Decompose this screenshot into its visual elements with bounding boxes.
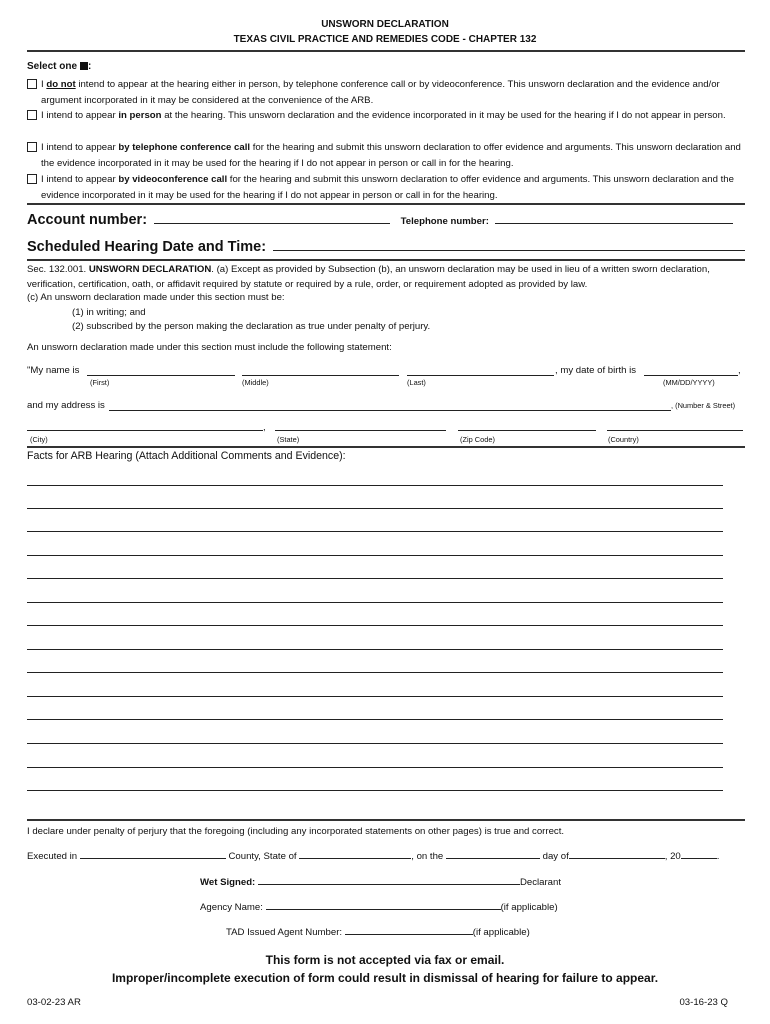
account-number-field[interactable] [154, 223, 390, 224]
facts-line[interactable] [27, 602, 723, 603]
facts-line[interactable] [27, 625, 723, 626]
notice-fax: This form is not accepted via fax or email. [265, 953, 505, 967]
zip-caption: (Zip Code) [460, 435, 495, 444]
my-name-label: "My name is [27, 365, 80, 376]
country-field[interactable] [607, 430, 743, 431]
filled-square-icon [80, 62, 88, 70]
wet-signed-row [200, 875, 620, 890]
hearing-row [27, 239, 745, 261]
form-subtitle: TEXAS CIVIL PRACTICE AND REMEDIES CODE - CHAPTER 132 [233, 34, 537, 45]
declarant-label: Declarant [519, 877, 561, 888]
option-in-person: I intend to appear in person at the hearing. This unsworn declaration and the evidence incorporated in it may be used for the hearing if I do not appear in person. [27, 108, 745, 140]
executed-row: Executed in County, State of , on the day of , 20 . [27, 851, 720, 862]
executed-county-field[interactable] [80, 858, 226, 859]
city-caption: (City) [30, 435, 48, 444]
zip-field[interactable] [458, 430, 596, 431]
statute-c2: (2) subscribed by the person making the declaration as true under penalty of perjury. [72, 321, 431, 332]
wet-signed-label: Wet Signed: [200, 877, 256, 888]
account-number-label: Account number: [27, 212, 148, 228]
divider [27, 819, 745, 821]
checkbox-not-appear[interactable] [27, 79, 37, 89]
facts-line[interactable] [27, 555, 723, 556]
facts-line[interactable] [27, 578, 723, 579]
tad-agent-field[interactable] [345, 934, 473, 935]
first-caption: (First) [90, 378, 110, 387]
footer-right-code: 03-16-23 Q [679, 997, 728, 1008]
agency-name-field[interactable] [266, 909, 501, 910]
agency-row: Agency Name: (if applicable) [200, 902, 558, 913]
facts-line[interactable] [27, 485, 723, 486]
declaration-statement: I declare under penalty of perjury that the foregoing (including any incorporated statements on other pages) is true and correct. [27, 826, 565, 837]
facts-line[interactable] [27, 508, 723, 509]
telephone-field[interactable] [495, 223, 733, 224]
statute-must-include: An unsworn declaration made under this section must include the following statement: [27, 342, 392, 353]
checkbox-in-person[interactable] [27, 110, 37, 120]
footer-left-code: 03-02-23 AR [27, 997, 81, 1008]
state-field[interactable] [275, 430, 446, 431]
statute-c1: (1) in writing; and [72, 307, 146, 318]
telephone-label: Telephone number: [400, 216, 489, 227]
hearing-date-field[interactable] [273, 250, 745, 251]
checkbox-telephone[interactable] [27, 142, 37, 152]
facts-line[interactable] [27, 672, 723, 673]
facts-line[interactable] [27, 743, 723, 744]
facts-line[interactable] [27, 696, 723, 697]
divider [27, 50, 745, 52]
facts-label: Facts for ARB Hearing (Attach Additional Comments and Evidence): [27, 450, 346, 462]
form-title: UNSWORN DECLARATION [321, 19, 449, 30]
checkbox-videoconference[interactable] [27, 174, 37, 184]
facts-line[interactable] [27, 531, 723, 532]
option-telephone: I intend to appear by telephone conference call for the hearing and submit this unsworn declaration to offer evidence and arguments. This unsworn declaration and the evidence incorporated in it may be used for the hearing if I do not appear in person or call in for the hearing. [27, 140, 745, 172]
signature-field[interactable] [258, 884, 520, 885]
facts-line[interactable] [27, 649, 723, 650]
city-field[interactable] [27, 430, 263, 431]
street-field[interactable] [109, 410, 671, 411]
last-caption: (Last) [407, 378, 426, 387]
middle-name-field[interactable] [242, 375, 399, 376]
select-one-label: Select one : [27, 61, 92, 72]
facts-line[interactable] [27, 767, 723, 768]
last-name-field[interactable] [407, 375, 554, 376]
middle-caption: (Middle) [242, 378, 269, 387]
divider [27, 259, 745, 261]
first-name-field[interactable] [87, 375, 235, 376]
executed-state-field[interactable] [299, 858, 411, 859]
facts-line[interactable] [27, 790, 723, 791]
executed-month-field[interactable] [569, 858, 665, 859]
tad-agent-row: TAD Issued Agent Number: (if applicable) [226, 927, 530, 938]
state-caption: (State) [277, 435, 300, 444]
option-videoconference: I intend to appear by videoconference call for the hearing and submit this unsworn declaration to offer evidence and arguments. This unsworn declaration and the evidence incorporated in it may be used for the hearing if I do not appear in person or call in for the hearing. [27, 172, 745, 204]
dob-label: , my date of birth is [555, 365, 637, 376]
option-not-appear: I do not intend to appear at the hearing either in person, by telephone conference call or by videoconference. This unsworn declaration and the evidence and/or argument incorporated in it may be considered at the convenience of the ARB. [27, 77, 745, 109]
notice-dismissal: Improper/incomplete execution of form could result in dismissal of hearing for failure to appear. [111, 971, 659, 985]
agency-name-label: Agency Name: [200, 902, 263, 913]
dob-field[interactable] [644, 375, 738, 376]
executed-day-field[interactable] [446, 858, 540, 859]
date-format-caption: (MM/DD/YYYY) [663, 378, 715, 387]
statute-text: Sec. 132.001. UNSWORN DECLARATION. (a) Except as provided by Subsection (b), an unsworn declaration may be used in lieu of a written sworn declaration, verification, certification, oath, or affidavit required by statute or required by a rule, order, or requirement adopted as provided by law. [27, 264, 710, 290]
street-caption: , (Number & Street) [671, 401, 736, 410]
account-row [27, 212, 745, 234]
divider [27, 446, 745, 448]
country-caption: (Country) [608, 435, 639, 444]
tad-agent-label: TAD Issued Agent Number: [226, 927, 343, 938]
address-label: and my address is [27, 400, 105, 411]
hearing-date-label: Scheduled Hearing Date and Time: [27, 239, 267, 255]
executed-year-field[interactable] [681, 858, 717, 859]
facts-line[interactable] [27, 719, 723, 720]
statute-c: (c) An unsworn declaration made under this section must be: [27, 292, 285, 303]
divider [27, 203, 745, 205]
